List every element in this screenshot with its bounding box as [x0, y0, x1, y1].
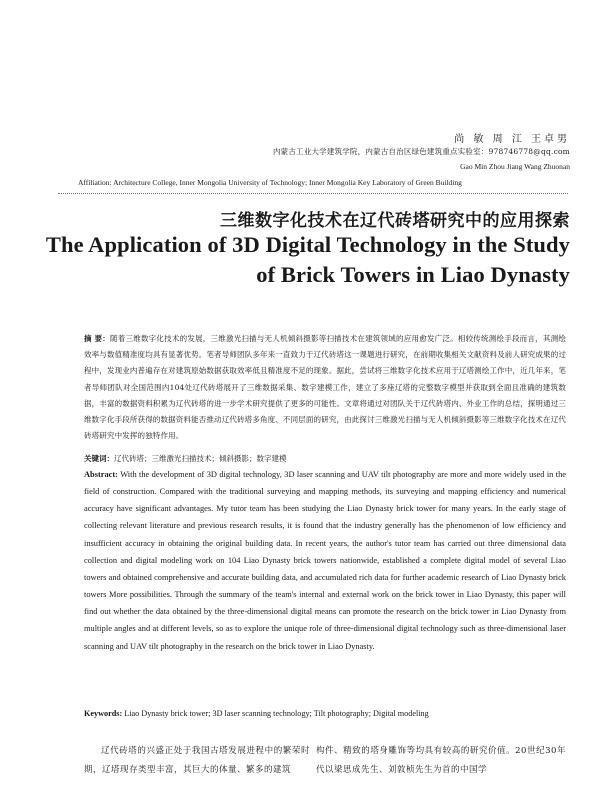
abstract-chinese: [84, 331, 566, 444]
abstract-chinese-label: 摘 要：: [84, 334, 111, 343]
affiliation-english: Affiliation: Architecture College, Inner Mongolia University of Technology; Inner Mongolia Key Laboratory of Green Building: [78, 178, 462, 187]
keywords-english-label: Keywords:: [84, 709, 123, 718]
authors-chinese: 尚 敏 周 江 王卓男: [454, 134, 570, 145]
keywords-english: [84, 709, 566, 718]
keywords-chinese: [84, 453, 566, 464]
keywords-chinese-label: 关键词：: [84, 454, 114, 463]
keywords-english-text: Liao Dynasty brick tower; 3D laser scanning technology; Tilt photography; Digital modeling: [124, 709, 429, 718]
title-english-line2: of Brick Towers in Liao Dynasty: [256, 262, 570, 287]
abstract-english-text: With the development of 3D digital technology, 3D laser scanning and UAV tilt photography are more and more widely used in the field of construction. Compared with the traditional surveying and mapping methods, its surveying and mapping efficiency and numerical accuracy have significant advantages. My tutor team has been studying the Liao Dynasty brick tower for many years. In the early stage of collecting relevant literature and previous research results, it is found that the industry generally has the phenomenon of low efficiency and insufficient accuracy in obtaining the original building data. In recent years, the author's tutor team has carried out three dimensional data collection and digital modeling work on 104 Liao Dynasty brick towers nationwide, established a complete digital model of several Liao towers and obtained comprehensive and accurate building data, and accumulated rich data for further academic research of Liao Dynasty brick towers More possibilities. Through the summary of the team's internal and external work on the brick tower in Liao Dynasty, this paper will find out whether the data obtained by the three-dimensional digital means can promote the research on the brick tower in Liao Dynasty from multiple angles and at different levels, so as to explore the unique role of three-dimensional digital technology such as three-dimensional laser scanning and UAV tilt photography in the research on the brick tower in Liao Dynasty.: [84, 470, 566, 651]
abstract-chinese-text: 随着三维数字化技术的发展，三维激光扫描与无人机倾斜摄影等扫描技术在建筑领域的应用愈发广泛。相较传统测绘手段而言，其测绘效率与数值精准度均具有显著优势。笔者导师团队多年来一直致力于辽代砖塔这一课题进行研究，在前期收集相关文献资料及前人研究成果的过程中，发现业内普遍存在对建筑原始数据获取效率低且精准度不足的现象。据此，尝试将三维数字化技术应用于辽塔测绘工作中，近几年来，笔者导师团队对全国范围内104处辽代砖塔展开了三维数据采集、数字建模工作，建立了多座辽塔的完整数字模型并获取到全面且准确的建筑数据，丰富的数据资料积累为辽代砖塔的进一步学术研究提供了更多的可能性。文章将通过对团队关于辽代砖塔内、外业工作的总结，探明通过三维数字化手段所获得的数据资料能否推动辽代砖塔多角度、不同层面的研究，由此探讨三维激光扫描与无人机倾斜摄影等三维数字化技术在辽代砖塔研究中发挥的独特作用。: [84, 334, 566, 441]
abstract-english: [84, 466, 566, 655]
title-english-line1: The Application of 3D Digital Technology in the Study: [45, 232, 570, 257]
authors-english: Gao Min Zhou Jiang Wang Zhuonan: [460, 162, 570, 171]
affiliation-chinese: 内蒙古工业大学建筑学院，内蒙古自治区绿色建筑重点实验室：978746778@qq.com: [272, 147, 570, 156]
body-text-right-column: 构件、精致的塔身雕饰等均具有较高的研究价值。20世纪30年代以梁思成先生、刘敦桢先生为首的中国学: [316, 746, 566, 775]
body-text-left-column: 辽代砖塔的兴盛正处于我国古塔发展进程中的繁荣时期，辽塔现存类型丰富，其巨大的体量、繁多的建筑: [84, 746, 310, 775]
separator-line: [58, 193, 568, 194]
title-chinese: 三维数字化技术在辽代砖塔研究中的应用探索: [220, 211, 570, 231]
keywords-chinese-text: 辽代砖塔；三维激光扫描技术；倾斜摄影；数字建模: [114, 454, 287, 463]
abstract-english-label: Abstract:: [84, 470, 118, 479]
